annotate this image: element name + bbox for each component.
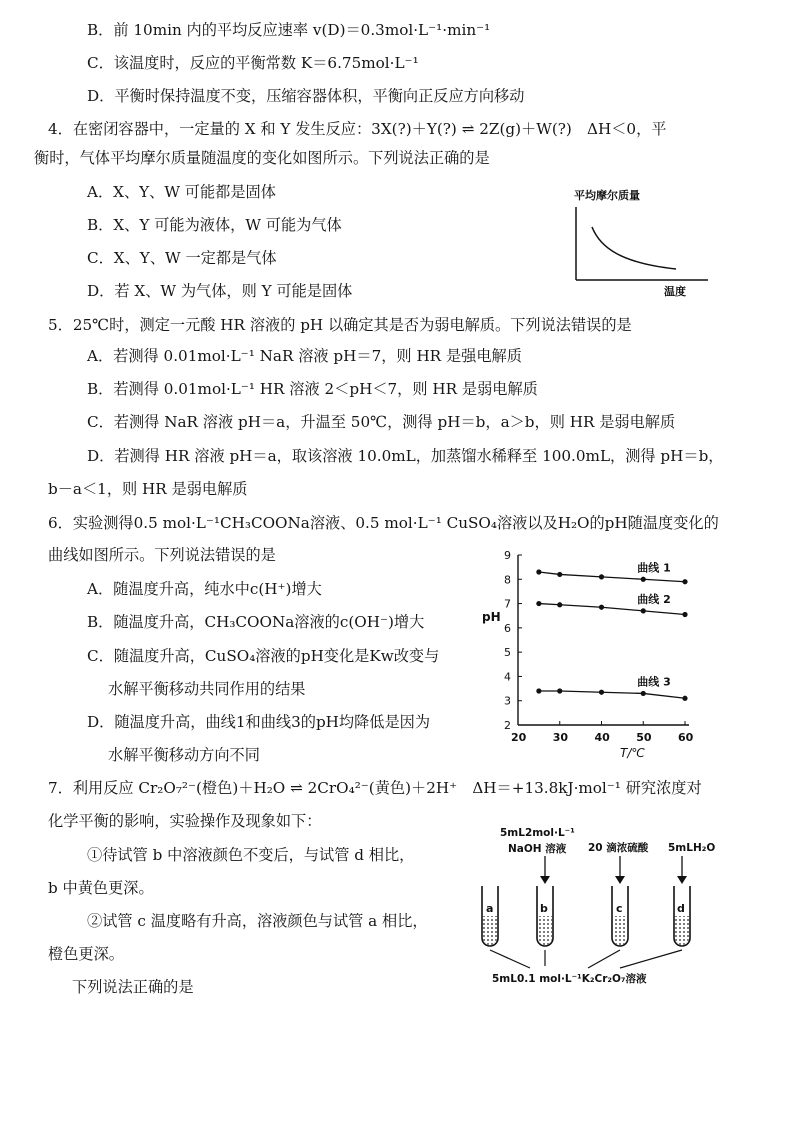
chart-y-tick-label: 4 — [504, 670, 511, 684]
q5-option-d-line1: D．若测得 HR 溶液 pH＝a，取该溶液 10.0mL，加蒸馏水稀释至 100.0mL，测得 pH＝b， — [87, 447, 724, 465]
q4-figure-curve — [592, 227, 676, 269]
chart-series-label-3: 曲线 3 — [637, 675, 671, 689]
chart-y-tick-label: 3 — [504, 694, 511, 708]
chart-x-tick-label: 60 — [678, 731, 694, 744]
arrow-d-head — [677, 876, 687, 884]
q4-option-b: B．X、Y 可能为液体，W 可能为气体 — [87, 216, 342, 234]
chart-point — [557, 602, 562, 607]
q6-option-d-line2: 水解平衡移动方向不同 — [108, 746, 260, 764]
q6-stem-line2: 曲线如图所示。下列说法错误的是 — [48, 546, 276, 564]
q6-stem-line1: 6．实验测得0.5 mol·L⁻¹CH₃COONa溶液、0.5 mol·L⁻¹ CuSO₄溶液以及H₂O的pH随温度变化的 — [48, 514, 719, 532]
chart-point — [641, 608, 646, 613]
chart-y-tick-label: 6 — [504, 621, 511, 635]
bottom-solution-label: 5mL0.1 mol·L⁻¹K₂Cr₂O₇溶液 — [492, 973, 647, 985]
q7-test-tube-figure — [470, 826, 730, 991]
q6-option-c-line1: C．随温度升高，CuSO₄溶液的pH变化是Kw改变与 — [87, 647, 440, 665]
chart-point — [641, 691, 646, 696]
tube-d-label: d — [677, 902, 685, 915]
q6-ph-temperature-chart — [470, 545, 710, 760]
chart-y-tick-label: 7 — [504, 597, 511, 611]
q6-option-a: A．随温度升高，纯水中c(H⁺)增大 — [87, 580, 322, 598]
q5-stem: 5．25℃时，测定一元酸 HR 溶液的 pH 以确定其是否为弱电解质。下列说法错误的是 — [48, 316, 632, 334]
q4-option-c: C．X、Y、W 一定都是气体 — [87, 249, 277, 267]
q7-step1-line1: ①待试管 b 中溶液颜色不变后，与试管 d 相比， — [87, 846, 415, 864]
chart-point — [641, 577, 646, 582]
reagent-d: 5mLH₂O — [668, 842, 716, 854]
q6-option-d-line1: D．随温度升高，曲线1和曲线3的pH均降低是因为 — [87, 713, 431, 731]
test-tube-d — [674, 886, 690, 946]
chart-point — [557, 688, 562, 693]
q3-option-d: D．平衡时保持温度不变，压缩容器体积，平衡向正反应方向移动 — [87, 87, 525, 105]
q4-figure-xlabel: 温度 — [664, 285, 686, 298]
q7-step2-line1: ②试管 c 温度略有升高，溶液颜色与试管 a 相比， — [87, 912, 428, 930]
chart-point — [536, 688, 541, 693]
q5-option-d-line2: b－a＜1，则 HR 是弱电解质 — [48, 480, 248, 498]
chart-point — [599, 574, 604, 579]
q4-stem-line1: 4．在密闭容器中，一定量的 X 和 Y 发生反应：3X(?)＋Y(?) ⇌ 2Z(g)＋W(?) ΔH＜0，平 — [48, 120, 667, 138]
q7-question: 下列说法正确的是 — [72, 978, 194, 996]
chart-point — [599, 605, 604, 610]
test-tube-a — [482, 886, 498, 946]
q7-stem-line1: 7．利用反应 Cr₂O₇²⁻(橙色)＋H₂O ⇌ 2CrO₄²⁻(黄色)＋2H⁺ ΔH＝+13.8kJ·mol⁻¹ 研究浓度对 — [48, 779, 702, 797]
tube-c-label: c — [616, 902, 623, 915]
chart-point — [536, 601, 541, 606]
q3-option-c: C．该温度时，反应的平衡常数 K＝6.75mol·L⁻¹ — [87, 54, 419, 72]
q5-option-a: A．若测得 0.01mol·L⁻¹ NaR 溶液 pH＝7，则 HR 是强电解质 — [87, 347, 522, 365]
chart-series-label-2: 曲线 2 — [637, 592, 671, 606]
q4-option-a: A．X、Y、W 可能都是固体 — [87, 183, 276, 201]
q4-figure-ylabel: 平均摩尔质量 — [574, 189, 640, 202]
chart-point — [557, 572, 562, 577]
q3-option-b: B．前 10min 内的平均反应速率 v(D)＝0.3mol·L⁻¹·min⁻¹ — [87, 21, 491, 39]
q4-option-d: D．若 X、W 为气体，则 Y 可能是固体 — [87, 282, 353, 300]
q5-option-c: C．若测得 NaR 溶液 pH＝a，升温至 50℃，测得 pH＝b，a＞b，则 HR 是弱电解质 — [87, 413, 676, 431]
chart-point — [682, 579, 687, 584]
chart-y-tick-label: 9 — [504, 549, 511, 562]
chart-y-tick-label: 8 — [504, 573, 511, 587]
tube-b-label: b — [540, 902, 548, 915]
q5-option-b: B．若测得 0.01mol·L⁻¹ HR 溶液 2＜pH＜7，则 HR 是弱电解质 — [87, 380, 538, 398]
chart-ylabel: pH — [482, 610, 501, 624]
chart-series-label-1: 曲线 1 — [637, 561, 671, 575]
chart-x-tick-label: 30 — [552, 731, 569, 744]
reagent-c: 20 滴浓硫酸 — [588, 842, 649, 854]
chart-x-tick-label: 20 — [511, 731, 527, 744]
chart-x-tick-label: 50 — [636, 731, 652, 744]
q4-molar-mass-figure — [560, 185, 720, 300]
q6-option-b: B．随温度升高，CH₃COONa溶液的c(OH⁻)增大 — [87, 613, 425, 631]
chart-y-tick-label: 5 — [504, 646, 511, 660]
q7-stem-line2: 化学平衡的影响，实验操作及现象如下： — [48, 812, 322, 830]
bracket-lines — [490, 950, 682, 968]
test-tube-b — [537, 886, 553, 946]
arrow-b-head — [540, 876, 550, 884]
q7-step1-line2: b 中黄色更深。 — [48, 879, 154, 897]
q6-option-c-line2: 水解平衡移动共同作用的结果 — [108, 680, 306, 698]
chart-point — [682, 612, 687, 617]
chart-y-tick-label: 2 — [504, 719, 511, 732]
q7-step2-line2: 橙色更深。 — [48, 945, 124, 963]
chart-point — [599, 690, 604, 695]
arrow-c-head — [615, 876, 625, 884]
chart-x-tick-label: 40 — [594, 731, 610, 744]
tube-a-label: a — [486, 902, 494, 915]
chart-xlabel: T/℃ — [620, 746, 645, 760]
chart-point — [682, 696, 687, 701]
test-tube-c — [612, 886, 628, 946]
reagent-b-line1: 5mL2mol·L⁻¹ — [500, 827, 575, 839]
reagent-b-line2: NaOH 溶液 — [508, 843, 567, 855]
chart-point — [536, 569, 541, 574]
q4-stem-line2: 衡时，气体平均摩尔质量随温度的变化如图所示。下列说法正确的是 — [34, 149, 490, 167]
